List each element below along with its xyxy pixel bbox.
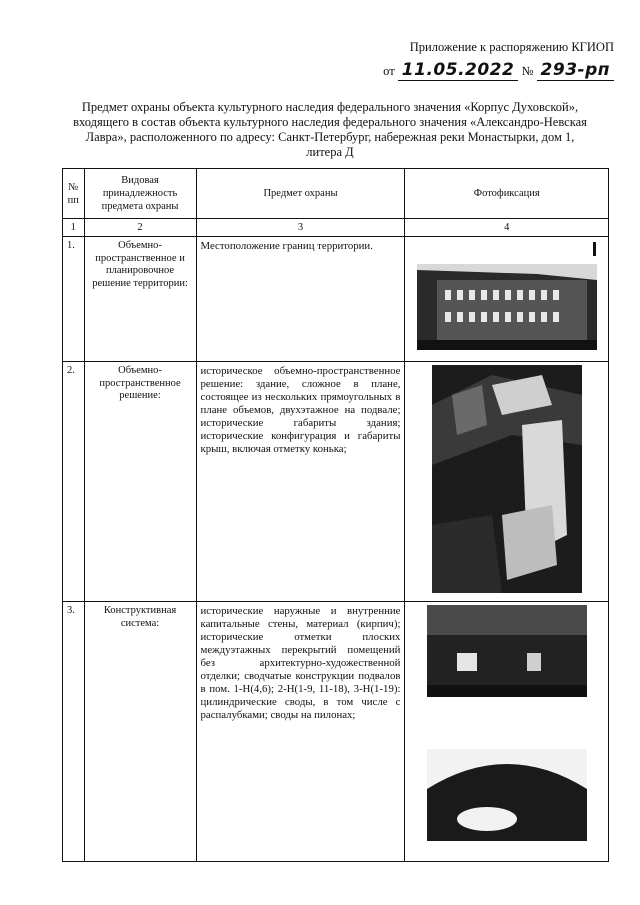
row-subject: исторические наружные и внутренние капитальные стены, материал (кирпич); исторические отметки плоских междуэтажных перекрытий помещений без архитектурно-художественной отделки; сводчатые конструкции подвалов в пом. 1-Н(4,6); 2-Н(1-9, 11-18), 3-Н(1-19): цилиндрические своды, в том числе с распалубками; своды на пилонах; [196, 602, 405, 862]
column-number-row [63, 219, 609, 237]
column-number: 3 [196, 219, 405, 237]
row-subject: Местоположение границ территории. [196, 237, 405, 362]
table-row [63, 602, 609, 862]
photo-aerial-view [432, 365, 582, 593]
row-number: 2. [63, 362, 85, 602]
photo-building-facade [417, 240, 597, 350]
column-number: 1 [63, 219, 85, 237]
row-number: 3. [63, 602, 85, 862]
photo-vault-exterior [427, 605, 587, 697]
document-title: Предмет охраны объекта культурного наследия федерального значения «Корпус Духовской», входящего в состав объекта культурного наследия федерального значения «Александро-Невская Лавра», расположенного по адресу: Санкт-Петербург, набережная реки Монастырки, дом 1, литера Д [73, 100, 587, 159]
appendix-label: Приложение к распоряжению КГИОП [409, 40, 614, 54]
number-label: № [521, 64, 534, 78]
from-label: от [383, 64, 395, 78]
column-number: 4 [405, 219, 609, 237]
protection-subject-table [62, 168, 609, 862]
header-photo: Фотофиксация [405, 169, 609, 219]
row-feature: Конструктивная система: [84, 602, 196, 862]
header-feature: Видовая принадлежность предмета охраны [84, 169, 196, 219]
photo-cell [405, 237, 609, 362]
header-subject: Предмет охраны [196, 169, 405, 219]
table-row [63, 362, 609, 602]
row-subject: историческое объемно-пространственное решение: здание, сложное в плане, состоящее из нескольких прямоугольных в плане объемов, двухэтажное на подвале; исторические габариты здания; исторические конфигурация и габариты крыш, включая отметку конька; [196, 362, 405, 602]
row-number: 1. [63, 237, 85, 362]
order-line [383, 60, 614, 80]
header-num: № пп [63, 169, 85, 219]
order-date: 11.05.2022 [398, 60, 519, 81]
column-number: 2 [84, 219, 196, 237]
photo-cell [405, 602, 609, 862]
table-header-row [63, 169, 609, 219]
table-row [63, 237, 609, 362]
photo-cell [405, 362, 609, 602]
row-feature: Объемно-пространственное и планировочное решение территории: [84, 237, 196, 362]
order-number: 293-рп [537, 60, 614, 81]
photo-vault-ceiling [427, 749, 587, 841]
row-feature: Объемно-пространственное решение: [84, 362, 196, 602]
